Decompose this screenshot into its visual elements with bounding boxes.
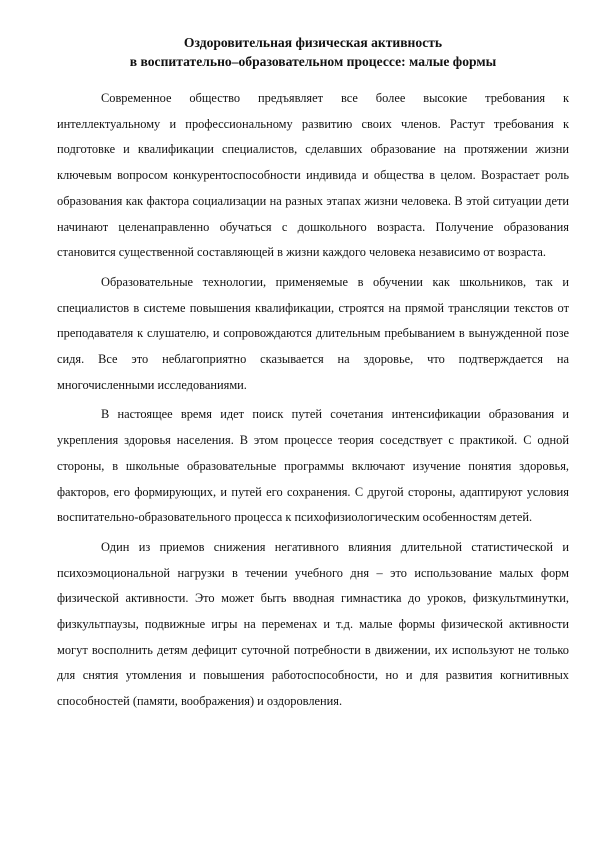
paragraph-3: В настоящее время идет поиск путей сочетания интенсификации образования и укрепления здоровья населения. В этом процессе теория соседствует с практикой. С одной стороны, в школьные образовательные программы включают изучение понятия здоровья, факторов, его формирующих, и путей его сохранения. С другой стороны, адаптируют условия воспитательно-образовательного процесса к психофизиологическим особенностям детей. xyxy=(57,407,569,525)
title-line-2: в воспитательно–образовательном процессе: малые формы xyxy=(129,54,497,69)
paragraph-2: Образовательные технологии, применяемые в обучении как школьников, так и специалистов в системе повышения квалификации, строятся на прямой трансляции текстов от преподавателя к слушателю, и сопровождаются длительным пребыванием в вынужденной позе сидя. Все это неблагоприятно сказывается на здоровье, что подтверждается на многочисленными исследованиями. xyxy=(57,274,569,392)
paragraph-4: Один из приемов снижения негативного влияния длительной статистической и психоэмоциональной нагрузки в течении учебного дня – это использование малых форм физической активности. Это может быть вводная гимнастика до уроков, физкультминутки, физкультпаузы, подвижные игры на переменах и т.д. малые формы физической активности могут восполнить детям дефицит суточной потребности в движении, их используют не только для снятия утомления и повышения работоспособности, но и для развития когнитивных способностей (памяти, воображения) и оздоровления. xyxy=(57,539,569,709)
paragraph-1: Современное общество предъявляет все более высокие требования к интеллектуальному и профессиональному развитию своих членов. Растут требования к подготовке и квалификации специалистов, сделавших образование на протяжении жизни ключевым вопросом конкурентоспособности индивида и общества в целом. Возрастает роль образования как фактора социализации на разных этапах жизни человека. В этой ситуации дети начинают целенаправленно обучаться с дошкольного возраста. Получение образования становится существенной составляющей в жизни каждого человека независимо от возраста. xyxy=(57,91,569,260)
title-line-1: Оздоровительная физическая активность xyxy=(183,35,443,50)
document-title xyxy=(57,33,569,71)
